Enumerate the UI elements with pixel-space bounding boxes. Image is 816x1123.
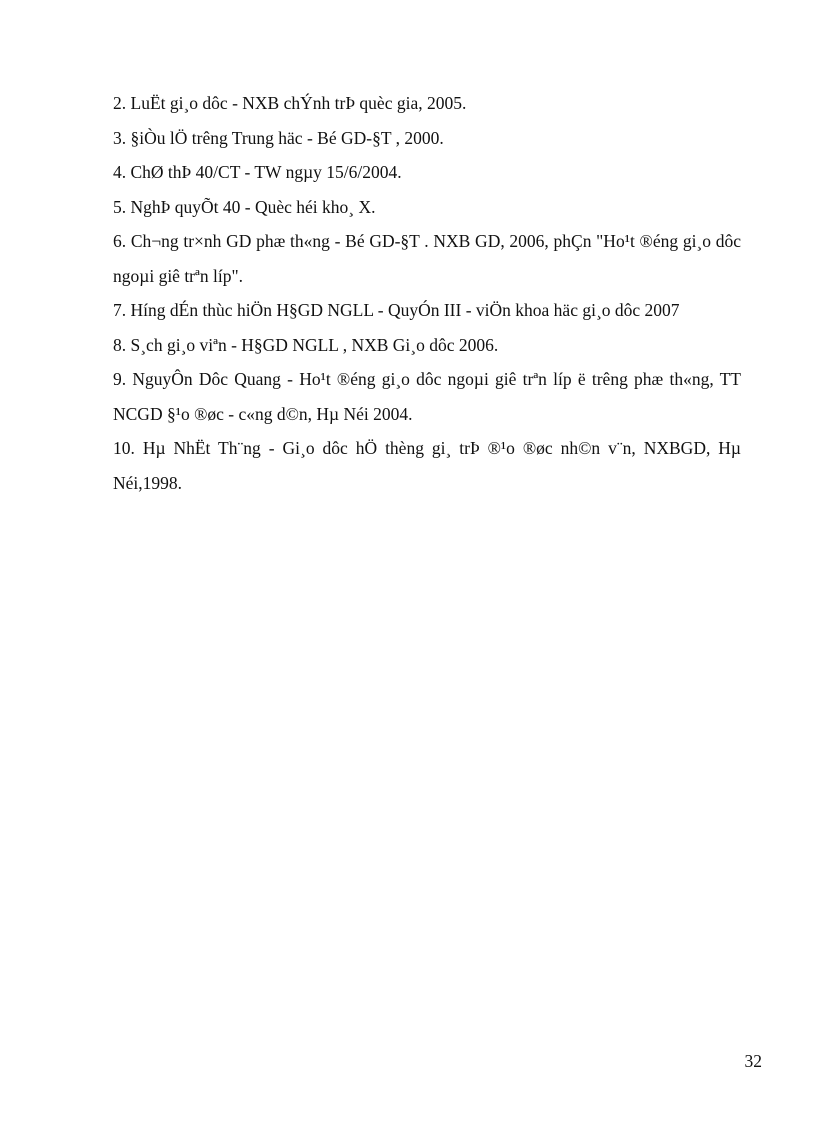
- reference-list: [113, 86, 741, 500]
- reference-item-8: 8. S¸ch gi¸o viªn - H§GD NGLL , NXB Gi¸o dôc 2006.: [113, 334, 499, 355]
- reference-item-3: 3. §iÒu lÖ trêng Trung häc - Bé GD-§T , 2000.: [113, 127, 444, 148]
- reference-item-10: 10. Hµ NhËt Th¨ng - Gi¸o dôc hÖ thèng gi¸ trÞ ®¹o ®øc nh©n v¨n, NXBGD, Hµ Néi,1998.: [113, 438, 741, 493]
- reference-item-2: 2. LuËt gi¸o dôc - NXB chÝnh trÞ quèc gia, 2005.: [113, 93, 467, 113]
- reference-item-7: 7. Híng dÉn thùc hiÖn H§GD NGLL - QuyÓn III - viÖn khoa häc gi¸o dôc 2007: [113, 300, 680, 320]
- reference-item-5: 5. NghÞ quyÕt 40 - Quèc héi kho¸ X.: [113, 196, 376, 217]
- reference-item-9: 9. NguyÔn Dôc Quang - Ho¹t ®éng gi¸o dôc ngoµi giê trªn líp ë trêng phæ th«ng, TT NCGD §¹o ®øc - c«ng d©n, Hµ Néi 2004.: [113, 369, 741, 424]
- reference-item-6: 6. Ch¬ng tr×nh GD phæ th«ng - Bé GD-§T . NXB GD, 2006, phÇn "Ho¹t ®éng gi¸o dôc ngoµi giê trªn líp".: [113, 231, 741, 286]
- page-number: 32: [744, 1051, 762, 1071]
- reference-item-4: 4. ChØ thÞ 40/CT - TW ngµy 15/6/2004.: [113, 162, 402, 182]
